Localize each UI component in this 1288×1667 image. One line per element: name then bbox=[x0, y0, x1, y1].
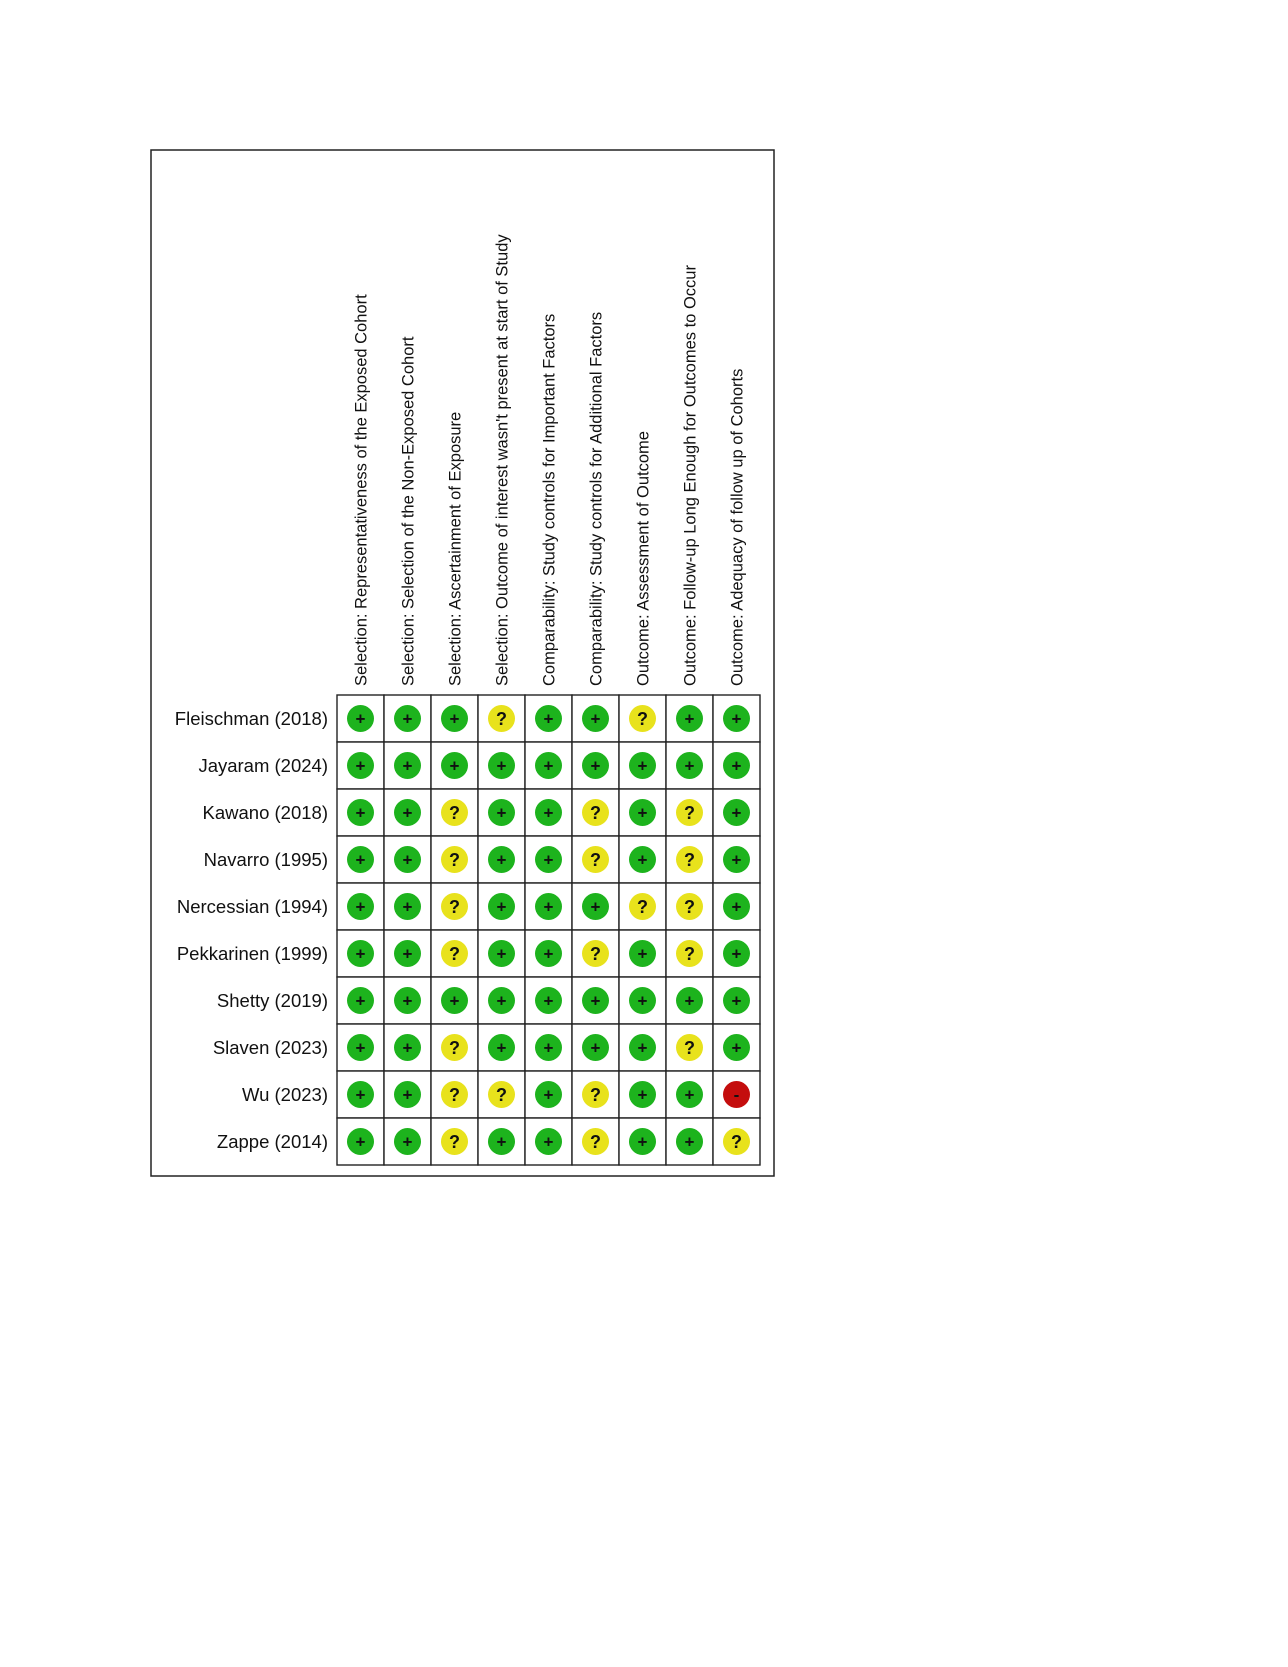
risk-symbol: + bbox=[355, 991, 366, 1011]
row-label-zappe-2014: Zappe (2014) bbox=[216, 1131, 328, 1152]
cell-navarro-1995-col-3 bbox=[431, 836, 478, 883]
cell-nercessian-1994-col-3 bbox=[431, 883, 478, 930]
cell-jayaram-2024-col-9 bbox=[713, 742, 760, 789]
cell-jayaram-2024-col-5 bbox=[525, 742, 572, 789]
risk-symbol: + bbox=[355, 850, 366, 870]
cell-wu-2023-col-1 bbox=[337, 1071, 384, 1118]
column-label-6: Comparability: Study controls for Additional Factors bbox=[587, 311, 606, 686]
cell-wu-2023-col-5 bbox=[525, 1071, 572, 1118]
risk-symbol: + bbox=[355, 803, 366, 823]
risk-symbol: + bbox=[402, 756, 413, 776]
cell-zappe-2014-col-9 bbox=[713, 1118, 760, 1165]
risk-symbol: ? bbox=[496, 709, 507, 729]
cell-zappe-2014-col-4 bbox=[478, 1118, 525, 1165]
cell-nercessian-1994-col-6 bbox=[572, 883, 619, 930]
risk-symbol: + bbox=[402, 897, 413, 917]
cell-fleischman-2018-col-8 bbox=[666, 695, 713, 742]
cell-zappe-2014-col-6 bbox=[572, 1118, 619, 1165]
cell-nercessian-1994-col-8 bbox=[666, 883, 713, 930]
risk-symbol: + bbox=[543, 1038, 554, 1058]
cell-slaven-2023-col-7 bbox=[619, 1024, 666, 1071]
column-label-8: Outcome: Follow-up Long Enough for Outcomes to Occur bbox=[681, 265, 700, 686]
cell-nercessian-1994-col-1 bbox=[337, 883, 384, 930]
cell-fleischman-2018-col-7 bbox=[619, 695, 666, 742]
risk-symbol: + bbox=[543, 944, 554, 964]
risk-symbol: + bbox=[731, 850, 742, 870]
cell-kawano-2018-col-1 bbox=[337, 789, 384, 836]
cell-shetty-2019-col-1 bbox=[337, 977, 384, 1024]
cell-pekkarinen-1999-col-4 bbox=[478, 930, 525, 977]
risk-symbol: + bbox=[355, 944, 366, 964]
cell-shetty-2019-col-8 bbox=[666, 977, 713, 1024]
row-labels bbox=[175, 708, 328, 1152]
risk-symbol: + bbox=[496, 944, 507, 964]
column-label-9: Outcome: Adequacy of follow up of Cohorts bbox=[728, 368, 747, 686]
cell-slaven-2023-col-5 bbox=[525, 1024, 572, 1071]
risk-symbol: - bbox=[733, 1085, 740, 1105]
risk-symbol: ? bbox=[637, 709, 648, 729]
risk-symbol: + bbox=[496, 1132, 507, 1152]
cell-zappe-2014-col-3 bbox=[431, 1118, 478, 1165]
cell-kawano-2018-col-3 bbox=[431, 789, 478, 836]
risk-symbol: + bbox=[637, 991, 648, 1011]
risk-symbol: ? bbox=[449, 944, 460, 964]
risk-symbol: ? bbox=[449, 803, 460, 823]
cell-kawano-2018-col-2 bbox=[384, 789, 431, 836]
cell-pekkarinen-1999-col-2 bbox=[384, 930, 431, 977]
cell-pekkarinen-1999-col-8 bbox=[666, 930, 713, 977]
cell-nercessian-1994-col-5 bbox=[525, 883, 572, 930]
risk-symbol: + bbox=[637, 756, 648, 776]
risk-symbol: ? bbox=[590, 850, 601, 870]
cell-jayaram-2024-col-3 bbox=[431, 742, 478, 789]
cell-slaven-2023-col-8 bbox=[666, 1024, 713, 1071]
cell-jayaram-2024-col-4 bbox=[478, 742, 525, 789]
risk-symbol: ? bbox=[684, 1038, 695, 1058]
cell-navarro-1995-col-4 bbox=[478, 836, 525, 883]
risk-symbol: + bbox=[731, 803, 742, 823]
assessment-grid bbox=[337, 695, 760, 1165]
cell-slaven-2023-col-9 bbox=[713, 1024, 760, 1071]
risk-symbol: + bbox=[402, 991, 413, 1011]
cell-jayaram-2024-col-6 bbox=[572, 742, 619, 789]
risk-symbol: + bbox=[543, 803, 554, 823]
cell-kawano-2018-col-4 bbox=[478, 789, 525, 836]
risk-symbol: ? bbox=[590, 803, 601, 823]
cell-fleischman-2018-col-3 bbox=[431, 695, 478, 742]
risk-symbol: + bbox=[402, 709, 413, 729]
cell-wu-2023-col-9 bbox=[713, 1071, 760, 1118]
cell-zappe-2014-col-1 bbox=[337, 1118, 384, 1165]
risk-symbol: + bbox=[637, 944, 648, 964]
cell-jayaram-2024-col-7 bbox=[619, 742, 666, 789]
risk-symbol: + bbox=[496, 850, 507, 870]
risk-symbol: + bbox=[496, 897, 507, 917]
risk-symbol: + bbox=[684, 756, 695, 776]
risk-symbol: + bbox=[543, 1132, 554, 1152]
cell-wu-2023-col-6 bbox=[572, 1071, 619, 1118]
cell-shetty-2019-col-6 bbox=[572, 977, 619, 1024]
risk-symbol: + bbox=[402, 1038, 413, 1058]
cell-fleischman-2018-col-5 bbox=[525, 695, 572, 742]
cell-navarro-1995-col-6 bbox=[572, 836, 619, 883]
risk-symbol: + bbox=[402, 850, 413, 870]
cell-nercessian-1994-col-7 bbox=[619, 883, 666, 930]
cell-navarro-1995-col-9 bbox=[713, 836, 760, 883]
column-label-1: Selection: Representativeness of the Exposed Cohort bbox=[352, 294, 371, 686]
row-label-fleischman-2018: Fleischman (2018) bbox=[174, 708, 328, 729]
risk-symbol: + bbox=[496, 756, 507, 776]
row-label-pekkarinen-1999: Pekkarinen (1999) bbox=[176, 943, 328, 964]
risk-symbol: + bbox=[590, 756, 601, 776]
cell-fleischman-2018-col-9 bbox=[713, 695, 760, 742]
cell-wu-2023-col-7 bbox=[619, 1071, 666, 1118]
cell-pekkarinen-1999-col-7 bbox=[619, 930, 666, 977]
row-label-shetty-2019: Shetty (2019) bbox=[216, 990, 328, 1011]
risk-symbol: + bbox=[449, 756, 460, 776]
cell-jayaram-2024-col-1 bbox=[337, 742, 384, 789]
cell-shetty-2019-col-4 bbox=[478, 977, 525, 1024]
risk-symbol: ? bbox=[684, 803, 695, 823]
risk-symbol: + bbox=[402, 944, 413, 964]
cell-kawano-2018-col-7 bbox=[619, 789, 666, 836]
risk-symbol: ? bbox=[449, 897, 460, 917]
column-label-3: Selection: Ascertainment of Exposure bbox=[446, 411, 465, 686]
column-label-5: Comparability: Study controls for Important Factors bbox=[540, 313, 559, 686]
risk-symbol: + bbox=[590, 709, 601, 729]
risk-symbol: + bbox=[731, 944, 742, 964]
risk-symbol: ? bbox=[684, 944, 695, 964]
cell-wu-2023-col-4 bbox=[478, 1071, 525, 1118]
risk-symbol: + bbox=[637, 1038, 648, 1058]
cell-kawano-2018-col-9 bbox=[713, 789, 760, 836]
risk-symbol: + bbox=[402, 803, 413, 823]
cell-kawano-2018-col-5 bbox=[525, 789, 572, 836]
risk-symbol: + bbox=[355, 897, 366, 917]
risk-symbol: ? bbox=[496, 1085, 507, 1105]
risk-symbol: + bbox=[637, 850, 648, 870]
cell-fleischman-2018-col-4 bbox=[478, 695, 525, 742]
cell-navarro-1995-col-8 bbox=[666, 836, 713, 883]
risk-symbol: + bbox=[355, 709, 366, 729]
risk-symbol: + bbox=[590, 991, 601, 1011]
cell-pekkarinen-1999-col-3 bbox=[431, 930, 478, 977]
risk-symbol: + bbox=[543, 991, 554, 1011]
risk-symbol: + bbox=[731, 991, 742, 1011]
cell-zappe-2014-col-5 bbox=[525, 1118, 572, 1165]
cell-slaven-2023-col-2 bbox=[384, 1024, 431, 1071]
cell-kawano-2018-col-6 bbox=[572, 789, 619, 836]
cell-shetty-2019-col-5 bbox=[525, 977, 572, 1024]
row-label-wu-2023: Wu (2023) bbox=[241, 1084, 328, 1105]
cell-wu-2023-col-2 bbox=[384, 1071, 431, 1118]
risk-symbol: + bbox=[637, 1132, 648, 1152]
row-label-slaven-2023: Slaven (2023) bbox=[212, 1037, 328, 1058]
risk-symbol: ? bbox=[449, 1132, 460, 1152]
cell-jayaram-2024-col-2 bbox=[384, 742, 431, 789]
risk-symbol: + bbox=[684, 991, 695, 1011]
risk-symbol: + bbox=[731, 709, 742, 729]
column-label-7: Outcome: Assessment of Outcome bbox=[634, 431, 653, 686]
cell-zappe-2014-col-2 bbox=[384, 1118, 431, 1165]
risk-symbol: + bbox=[543, 1085, 554, 1105]
row-label-jayaram-2024: Jayaram (2024) bbox=[198, 755, 328, 776]
risk-symbol: ? bbox=[449, 1085, 460, 1105]
risk-symbol: + bbox=[355, 1038, 366, 1058]
risk-symbol: ? bbox=[590, 1085, 601, 1105]
risk-symbol: + bbox=[355, 756, 366, 776]
risk-symbol: + bbox=[637, 803, 648, 823]
risk-symbol: + bbox=[402, 1132, 413, 1152]
cell-nercessian-1994-col-9 bbox=[713, 883, 760, 930]
row-label-nercessian-1994: Nercessian (1994) bbox=[176, 896, 328, 917]
risk-symbol: + bbox=[402, 1085, 413, 1105]
cell-wu-2023-col-3 bbox=[431, 1071, 478, 1118]
cell-wu-2023-col-8 bbox=[666, 1071, 713, 1118]
risk-symbol: + bbox=[496, 1038, 507, 1058]
risk-symbol: + bbox=[590, 897, 601, 917]
risk-symbol: + bbox=[684, 709, 695, 729]
risk-symbol: + bbox=[355, 1132, 366, 1152]
risk-symbol: + bbox=[543, 897, 554, 917]
cell-jayaram-2024-col-8 bbox=[666, 742, 713, 789]
cell-pekkarinen-1999-col-5 bbox=[525, 930, 572, 977]
risk-symbol: ? bbox=[449, 1038, 460, 1058]
column-labels bbox=[353, 234, 747, 686]
cell-navarro-1995-col-5 bbox=[525, 836, 572, 883]
cell-fleischman-2018-col-2 bbox=[384, 695, 431, 742]
cell-shetty-2019-col-7 bbox=[619, 977, 666, 1024]
risk-symbol: + bbox=[449, 991, 460, 1011]
risk-symbol: ? bbox=[449, 850, 460, 870]
risk-symbol: + bbox=[496, 991, 507, 1011]
cell-shetty-2019-col-9 bbox=[713, 977, 760, 1024]
cell-shetty-2019-col-2 bbox=[384, 977, 431, 1024]
risk-symbol: ? bbox=[684, 850, 695, 870]
cell-pekkarinen-1999-col-1 bbox=[337, 930, 384, 977]
risk-symbol: + bbox=[355, 1085, 366, 1105]
cell-pekkarinen-1999-col-6 bbox=[572, 930, 619, 977]
risk-symbol: + bbox=[637, 1085, 648, 1105]
cell-kawano-2018-col-8 bbox=[666, 789, 713, 836]
cell-fleischman-2018-col-1 bbox=[337, 695, 384, 742]
risk-symbol: + bbox=[543, 756, 554, 776]
risk-symbol: + bbox=[731, 897, 742, 917]
cell-navarro-1995-col-1 bbox=[337, 836, 384, 883]
row-label-kawano-2018: Kawano (2018) bbox=[202, 802, 328, 823]
risk-symbol: ? bbox=[637, 897, 648, 917]
risk-symbol: ? bbox=[684, 897, 695, 917]
risk-symbol: + bbox=[731, 1038, 742, 1058]
risk-symbol: + bbox=[449, 709, 460, 729]
risk-symbol: ? bbox=[731, 1132, 742, 1152]
risk-symbol: + bbox=[731, 756, 742, 776]
column-label-4: Selection: Outcome of interest wasn't present at start of Study bbox=[493, 234, 512, 686]
cell-zappe-2014-col-7 bbox=[619, 1118, 666, 1165]
cell-shetty-2019-col-3 bbox=[431, 977, 478, 1024]
cell-nercessian-1994-col-2 bbox=[384, 883, 431, 930]
cell-slaven-2023-col-1 bbox=[337, 1024, 384, 1071]
risk-symbol: + bbox=[590, 1038, 601, 1058]
cell-navarro-1995-col-2 bbox=[384, 836, 431, 883]
cell-fleischman-2018-col-6 bbox=[572, 695, 619, 742]
risk-symbol: + bbox=[684, 1085, 695, 1105]
risk-symbol: ? bbox=[590, 1132, 601, 1152]
cell-zappe-2014-col-8 bbox=[666, 1118, 713, 1165]
risk-symbol: + bbox=[543, 850, 554, 870]
risk-symbol: + bbox=[543, 709, 554, 729]
row-label-navarro-1995: Navarro (1995) bbox=[203, 849, 328, 870]
cell-slaven-2023-col-4 bbox=[478, 1024, 525, 1071]
risk-symbol: ? bbox=[590, 944, 601, 964]
cell-pekkarinen-1999-col-9 bbox=[713, 930, 760, 977]
column-label-2: Selection: Selection of the Non-Exposed Cohort bbox=[399, 336, 418, 686]
risk-symbol: + bbox=[684, 1132, 695, 1152]
cell-slaven-2023-col-6 bbox=[572, 1024, 619, 1071]
cell-slaven-2023-col-3 bbox=[431, 1024, 478, 1071]
cell-navarro-1995-col-7 bbox=[619, 836, 666, 883]
cell-nercessian-1994-col-4 bbox=[478, 883, 525, 930]
risk-symbol: + bbox=[496, 803, 507, 823]
